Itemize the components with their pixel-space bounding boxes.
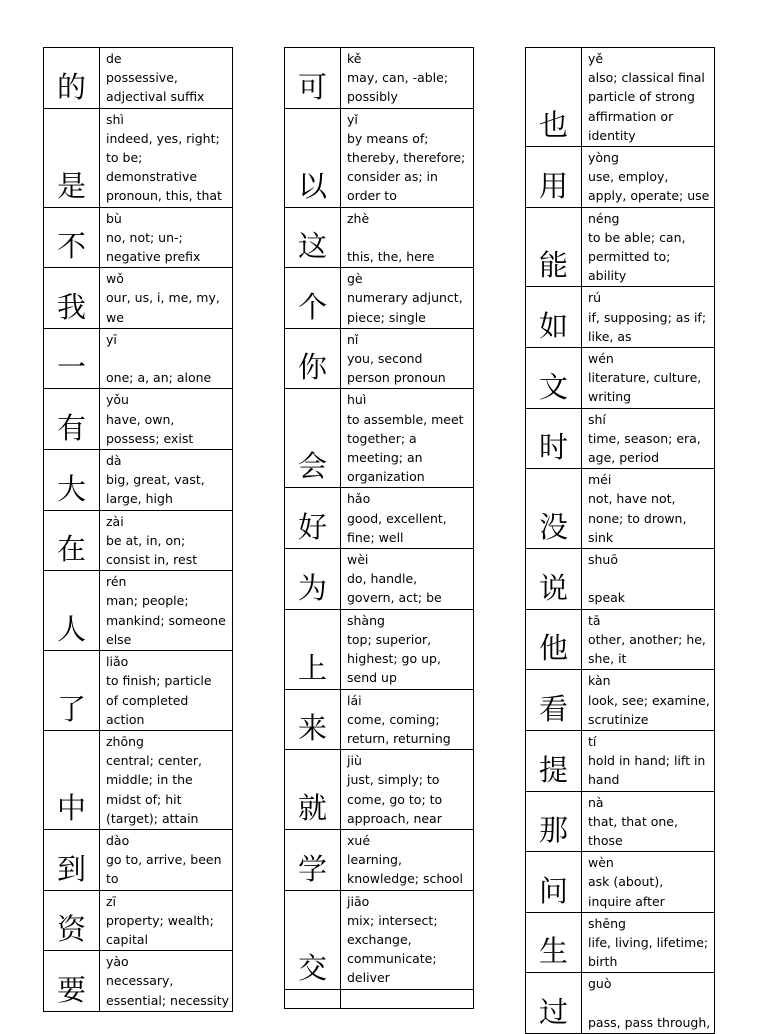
meaning: possessive, adjectival suffix (106, 70, 205, 105)
hanzi-character: 有 (44, 389, 100, 449)
vocab-entry (526, 913, 714, 974)
pinyin: shēng (588, 915, 626, 931)
hanzi-character: 不 (44, 208, 100, 268)
vocab-column-1 (43, 47, 233, 1012)
hanzi-character: 过 (526, 973, 582, 1033)
hanzi-character: 大 (44, 450, 100, 510)
pinyin: yī (106, 331, 117, 347)
pinyin: rén (106, 574, 127, 590)
vocab-entry (44, 511, 232, 572)
hanzi-character: 是 (44, 109, 100, 207)
vocab-entry (526, 852, 714, 913)
pinyin: xué (347, 832, 371, 848)
pinyin: yǐ (347, 111, 358, 127)
hanzi-character: 他 (526, 610, 582, 670)
entry-info (100, 891, 232, 951)
vocab-entry (285, 610, 473, 690)
entry-info (100, 651, 232, 730)
pinyin: wén (588, 351, 614, 367)
entry-info (341, 48, 473, 108)
hanzi-character: 了 (44, 651, 100, 730)
meaning: other, another; he, she, it (588, 631, 706, 667)
hanzi-character: 要 (44, 951, 100, 1011)
meaning: look, see; examine, scrutinize (588, 692, 710, 727)
vocab-entry (526, 409, 714, 470)
entry-info (341, 488, 473, 548)
pinyin: wèi (347, 552, 369, 568)
entry-info (341, 389, 473, 487)
empty-cell (341, 990, 473, 1008)
entry-info (582, 731, 714, 791)
entry-info (341, 109, 473, 207)
entry-info (341, 830, 473, 890)
hanzi-character: 上 (285, 610, 341, 689)
hanzi-character: 用 (526, 147, 582, 207)
entry-info (582, 549, 714, 609)
entry-info (100, 208, 232, 268)
hanzi-character: 人 (44, 571, 100, 650)
pinyin: tā (588, 612, 601, 628)
entry-info (582, 348, 714, 408)
vocab-entry (44, 450, 232, 511)
pinyin: liǎo (106, 654, 129, 670)
meaning: you, second person pronoun (347, 351, 446, 386)
pinyin: gè (347, 271, 363, 287)
pinyin: hǎo (347, 491, 371, 507)
meaning: no, not; un-; negative prefix (106, 229, 201, 265)
meaning: one; a, an; alone (106, 370, 212, 386)
pinyin: wèn (588, 855, 614, 871)
hanzi-character: 提 (526, 731, 582, 791)
pinyin: méi (588, 472, 612, 488)
pinyin: huì (347, 392, 367, 408)
pinyin: kàn (588, 673, 611, 689)
pinyin: yòng (588, 150, 619, 166)
hanzi-character: 生 (526, 913, 582, 973)
meaning: be at, in, on; consist in, rest (106, 532, 198, 568)
hanzi-character: 的 (44, 48, 100, 108)
entry-info (582, 852, 714, 912)
vocab-entry (526, 147, 714, 208)
meaning: speak (588, 590, 626, 606)
entry-info (100, 109, 232, 207)
pinyin: shàng (347, 612, 385, 628)
hanzi-character: 这 (285, 208, 341, 268)
meaning: good, excellent, fine; well (347, 510, 447, 545)
hanzi-character: 也 (526, 48, 582, 146)
entry-info (100, 329, 232, 389)
hanzi-character: 时 (526, 409, 582, 469)
hanzi-character: 会 (285, 389, 341, 487)
entry-info (100, 48, 232, 108)
vocab-entry (44, 951, 232, 1012)
pinyin: zhōng (106, 733, 144, 749)
meaning: property; wealth; capital (106, 912, 214, 947)
vocab-entry (285, 488, 473, 549)
entry-info (100, 731, 232, 829)
entry-info (582, 973, 714, 1033)
entry-info (341, 690, 473, 750)
vocab-entry (526, 287, 714, 348)
pinyin: lái (347, 692, 362, 708)
pinyin: yě (588, 51, 604, 66)
vocab-entry (285, 208, 473, 269)
vocab-column-3 (525, 47, 715, 1034)
meaning: use, employ, apply, operate; use (588, 169, 710, 204)
meaning: pass, pass through, (588, 1014, 711, 1030)
meaning: life, living, lifetime; birth (588, 934, 709, 970)
vocab-entry (44, 830, 232, 891)
pinyin: bù (106, 210, 122, 226)
vocab-entry (526, 549, 714, 610)
meaning: this, the, here (347, 249, 435, 265)
pinyin: rú (588, 290, 602, 306)
vocab-entry (44, 208, 232, 269)
vocab-entry (526, 348, 714, 409)
pinyin: yǒu (106, 392, 129, 408)
meaning: may, can, -able; possibly (347, 70, 449, 105)
pinyin: wǒ (106, 271, 124, 287)
entry-info (100, 951, 232, 1011)
hanzi-character: 可 (285, 48, 341, 108)
vocab-entry (44, 329, 232, 390)
vocab-entry (44, 731, 232, 830)
entry-info (582, 208, 714, 287)
pinyin: jiāo (347, 893, 370, 909)
entry-info (341, 208, 473, 268)
vocab-entry (44, 571, 232, 651)
vocab-entry (285, 268, 473, 329)
entry-info (341, 549, 473, 609)
vocab-entry (526, 731, 714, 792)
pinyin: de (106, 51, 122, 66)
hanzi-character: 我 (44, 268, 100, 328)
meaning: to assemble, meet together; a meeting; an organization (347, 411, 464, 485)
hanzi-character: 来 (285, 690, 341, 750)
hanzi-character: 到 (44, 830, 100, 890)
meaning: man; people; mankind; someone else (106, 593, 226, 647)
hanzi-character: 为 (285, 549, 341, 609)
hanzi-character: 资 (44, 891, 100, 951)
hanzi-character: 文 (526, 348, 582, 408)
entry-info (341, 750, 473, 829)
vocab-entry (44, 109, 232, 208)
meaning: time, season; era, age, period (588, 430, 701, 466)
hanzi-character: 好 (285, 488, 341, 548)
hanzi-character: 说 (526, 549, 582, 609)
pinyin: nǐ (347, 331, 359, 347)
meaning: literature, culture, writing (588, 370, 702, 405)
meaning: just, simply; to come, go to; to approach, near (347, 772, 443, 826)
hanzi-character: 你 (285, 329, 341, 389)
entry-info (582, 913, 714, 973)
pinyin: nà (588, 794, 604, 810)
pinyin: zài (106, 513, 124, 529)
vocab-entry (526, 973, 714, 1034)
meaning: have, own, possess; exist (106, 411, 194, 446)
pinyin: dào (106, 832, 130, 848)
hanzi-character: 一 (44, 329, 100, 389)
meaning: by means of; thereby, therefore; consider as; in order to (347, 130, 466, 204)
pinyin: yào (106, 954, 129, 970)
vocab-entry (285, 109, 473, 208)
meaning: numerary adjunct, piece; single (347, 290, 463, 325)
vocab-column-2 (284, 47, 474, 1009)
hanzi-character: 就 (285, 750, 341, 829)
meaning: necessary, essential; necessity (106, 973, 229, 1008)
pinyin: tí (588, 733, 597, 749)
empty-cell (285, 990, 341, 1008)
vocab-entry (44, 891, 232, 952)
entry-info (582, 792, 714, 852)
pinyin: guò (588, 976, 612, 992)
pinyin: shí (588, 411, 606, 427)
hanzi-character: 以 (285, 109, 341, 207)
meaning: also; classical final particle of strong affirmation or identity (588, 70, 705, 143)
meaning: go to, arrive, been to (106, 852, 222, 887)
pinyin: shì (106, 111, 124, 127)
vocab-entry (526, 670, 714, 731)
entry-info (582, 469, 714, 548)
entry-info (100, 268, 232, 328)
pinyin: zī (106, 893, 117, 909)
entry-info (582, 287, 714, 347)
hanzi-character: 交 (285, 891, 341, 989)
meaning: if, supposing; as if; like, as (588, 309, 707, 344)
vocab-entry (44, 651, 232, 731)
pinyin: kě (347, 51, 362, 66)
vocab-entry (285, 549, 473, 610)
entry-info (582, 409, 714, 469)
entry-info (341, 329, 473, 389)
entry-info (582, 610, 714, 670)
vocab-entry (526, 610, 714, 671)
entry-info (341, 268, 473, 328)
entry-info (100, 830, 232, 890)
hanzi-character: 如 (526, 287, 582, 347)
meaning: come, coming; return, returning (347, 711, 451, 746)
hanzi-character: 能 (526, 208, 582, 287)
meaning: indeed, yes, right; to be; demonstrative pronoun, this, that (106, 130, 222, 204)
hanzi-character: 学 (285, 830, 341, 890)
empty-row (285, 990, 473, 1009)
vocab-entry (285, 750, 473, 830)
vocab-entry (44, 48, 232, 109)
hanzi-character: 中 (44, 731, 100, 829)
hanzi-character: 在 (44, 511, 100, 571)
entry-info (341, 891, 473, 989)
vocab-entry (285, 830, 473, 891)
hanzi-character: 个 (285, 268, 341, 328)
vocab-entry (526, 469, 714, 549)
meaning: hold in hand; lift in hand (588, 753, 706, 788)
meaning: central; center, middle; in the midst of; hit (target); attain (106, 753, 203, 826)
hanzi-character: 没 (526, 469, 582, 548)
meaning: that, that one, those (588, 813, 678, 848)
vocab-entry (285, 690, 473, 751)
entry-info (582, 48, 714, 146)
pinyin: jiù (347, 753, 362, 769)
entry-info (341, 610, 473, 689)
vocab-entry (285, 891, 473, 990)
vocab-entry (526, 792, 714, 853)
meaning: not, have not, none; to drown, sink (588, 491, 687, 545)
pinyin: néng (588, 210, 620, 226)
meaning: do, handle, govern, act; be (347, 571, 442, 606)
meaning: our, us, i, me, my, we (106, 290, 220, 325)
meaning: to be able; can, permitted to; ability (588, 229, 686, 284)
pinyin: dà (106, 453, 122, 469)
meaning: top; superior, highest; go up, send up (347, 631, 441, 686)
vocab-entry (285, 389, 473, 488)
pinyin: zhè (347, 210, 370, 226)
meaning: learning, knowledge; school (347, 852, 464, 887)
hanzi-character: 看 (526, 670, 582, 730)
meaning: ask (about), inquire after (588, 874, 665, 909)
vocab-entry (44, 268, 232, 329)
meaning: big, great, vast, large, high (106, 472, 205, 507)
vocab-entry (526, 48, 714, 147)
entry-info (100, 389, 232, 449)
vocab-entry (285, 329, 473, 390)
vocab-entry (285, 48, 473, 109)
hanzi-character: 那 (526, 792, 582, 852)
meaning: mix; intersect; exchange, communicate; deliver (347, 912, 438, 986)
vocab-entry (44, 389, 232, 450)
entry-info (582, 670, 714, 730)
vocab-entry (526, 208, 714, 288)
entry-info (100, 571, 232, 650)
meaning: to finish; particle of completed action (106, 673, 212, 727)
entry-info (100, 511, 232, 571)
pinyin: shuō (588, 552, 619, 568)
hanzi-character: 问 (526, 852, 582, 912)
entry-info (582, 147, 714, 207)
entry-info (100, 450, 232, 510)
